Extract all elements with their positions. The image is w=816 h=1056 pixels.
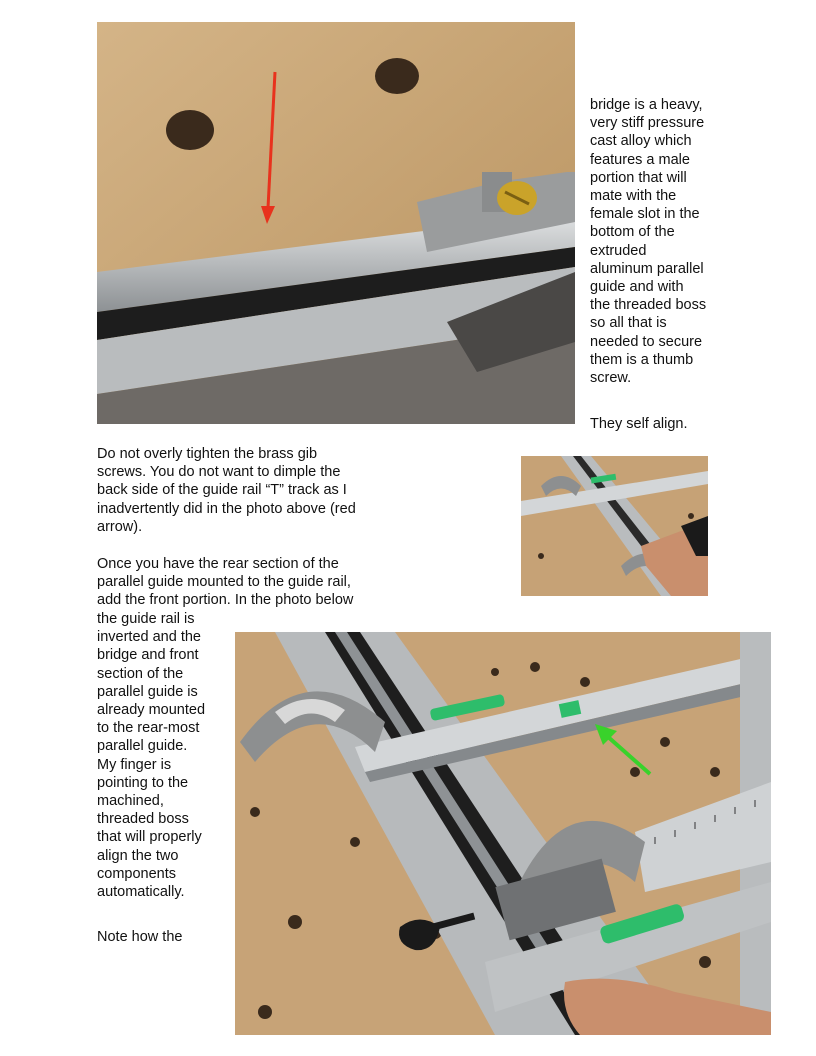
paragraph-gib-screws: Do not overly tighten the brass gib screws. You do not want to dimple the back side of the guide rail “T” track as I inadvertently did in the photo above (red arrow). bbox=[97, 446, 356, 535]
paragraph-note: Note how the bbox=[97, 929, 183, 945]
paragraph-rear-section: Once you have the rear section of the parallel guide mounted to the guide rail, add the front portion. In the photo below bbox=[97, 556, 354, 609]
parallel-guide-assembly-photo bbox=[235, 632, 771, 1035]
bridge-mounting-photo bbox=[521, 456, 708, 596]
rail-closeup-photo bbox=[97, 22, 575, 424]
paragraph-bridge-description: bridge is a heavy, very stiff pressure cast alloy which features a male portion that will mate with the female slot in the bottom of the extruded aluminum parallel guide and with the threaded boss so all that is needed to secure them is a thumb screw. bbox=[590, 97, 707, 387]
paragraph-self-align: They self align. bbox=[590, 416, 688, 432]
paragraph-rear-section-continued: the guide rail is inverted and the bridge and front section of the parallel guide is already mounted to the rear-most parallel guide. My finger is pointing to the machined, threaded boss that will properly align the two components automatically. bbox=[97, 611, 206, 901]
dog-hole-1 bbox=[375, 58, 419, 94]
dog-hole-2 bbox=[166, 110, 214, 150]
